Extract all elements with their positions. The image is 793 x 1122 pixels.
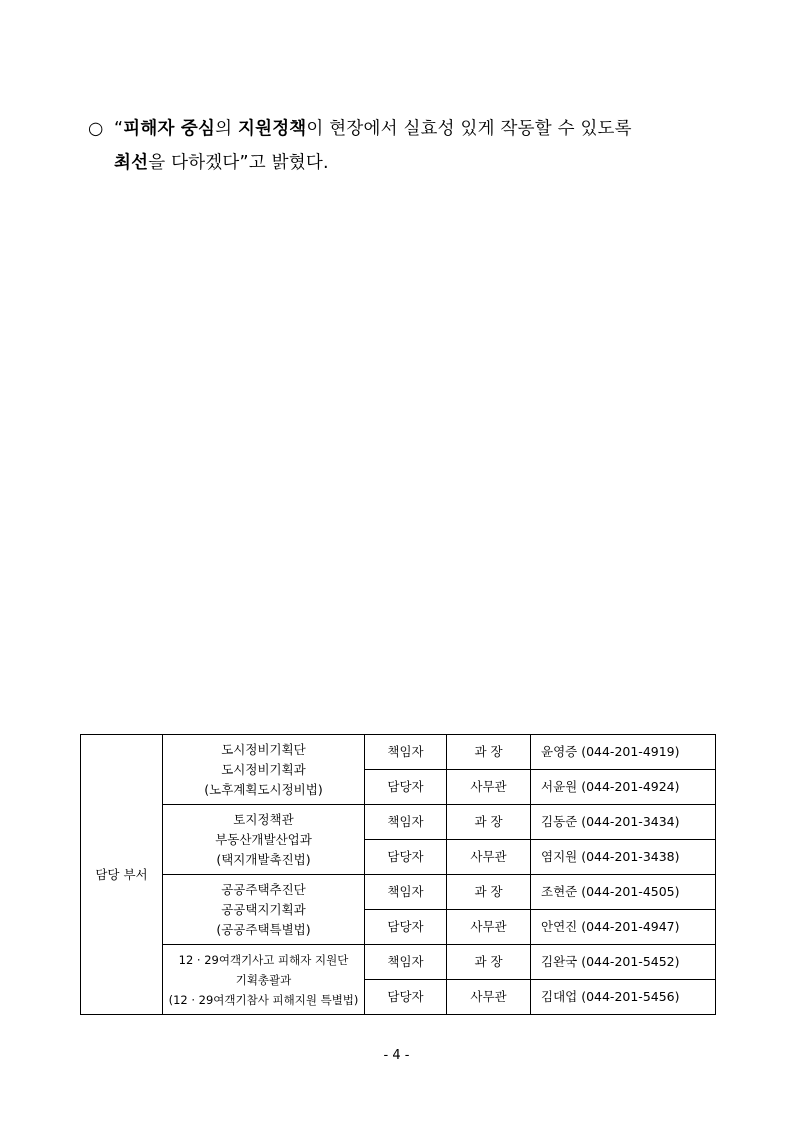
paragraph-line-2: [88, 146, 718, 180]
dept-header-cell: 담당 부서: [81, 735, 163, 1015]
page-number: - 4 -: [383, 1048, 410, 1063]
dept-line: (택지개발촉진법): [216, 851, 311, 867]
dept-line: 기획총괄과: [235, 972, 292, 987]
rank-cell: 과 장: [447, 735, 531, 770]
table-row: [81, 875, 716, 910]
rank-cell: 사무관: [447, 840, 531, 875]
open-quote: “: [114, 119, 124, 139]
role-cell: 담당자: [365, 980, 447, 1015]
dept-cell: [163, 735, 365, 805]
rank-cell: 과 장: [447, 875, 531, 910]
dept-line: 부동산개발산업과: [215, 831, 312, 847]
rank-cell: 사무관: [447, 980, 531, 1015]
dept-line: (공공주택특별법): [216, 921, 311, 937]
text-segment: 을 다하겠다”고 밝혔다.: [148, 153, 329, 173]
dept-line: 12 · 29여객기사고 피해자 지원단: [178, 952, 349, 967]
bold-phrase-support-policy: 지원정책: [237, 119, 307, 139]
rank-cell: 과 장: [447, 805, 531, 840]
dept-cell: [163, 805, 365, 875]
rank-cell: 사무관: [447, 770, 531, 805]
role-cell: 책임자: [365, 945, 447, 980]
contact-cell: 염지원 (044-201-3438): [531, 840, 716, 875]
role-cell: 책임자: [365, 875, 447, 910]
role-cell: 담당자: [365, 910, 447, 945]
role-cell: 책임자: [365, 805, 447, 840]
rank-cell: 사무관: [447, 910, 531, 945]
role-cell: 담당자: [365, 840, 447, 875]
bold-phrase-victim-centered: 피해자 중심: [123, 119, 216, 139]
bullet-circle: ○: [88, 119, 104, 139]
table-row: [81, 735, 716, 770]
dept-line: (12 · 29여객기참사 피해지원 특별법): [168, 992, 359, 1007]
dept-line: 토지정책관: [233, 811, 294, 827]
contact-cell: 김동준 (044-201-3434): [531, 805, 716, 840]
contact-cell: 윤영증 (044-201-4919): [531, 735, 716, 770]
rank-cell: 과 장: [447, 945, 531, 980]
dept-line: 공공주택추진단: [221, 881, 306, 897]
contact-cell: 김완국 (044-201-5452): [531, 945, 716, 980]
contact-cell: 김대업 (044-201-5456): [531, 980, 716, 1015]
paragraph-line-1: [88, 112, 718, 146]
contact-cell: 조현준 (044-201-4505): [531, 875, 716, 910]
contact-table: [80, 734, 716, 1015]
table-row: [81, 805, 716, 840]
text-segment: 이 현장에서 실효성 있게 작동할 수 있도록: [306, 119, 632, 139]
dept-line: (노후계획도시정비법): [204, 781, 323, 797]
dept-cell: [163, 875, 365, 945]
contact-cell: 서윤원 (044-201-4924): [531, 770, 716, 805]
closing-paragraph: [88, 112, 718, 180]
dept-line: 도시정비기획단: [221, 741, 306, 757]
contact-cell: 안연진 (044-201-4947): [531, 910, 716, 945]
dept-cell: [163, 945, 365, 1015]
role-cell: 담당자: [365, 770, 447, 805]
dept-line: 도시정비기획과: [221, 761, 306, 777]
table-row: [81, 945, 716, 980]
dept-line: 공공택지기획과: [221, 901, 306, 917]
bold-phrase-best: 최선: [114, 153, 149, 173]
role-cell: 책임자: [365, 735, 447, 770]
text-segment: 의: [215, 119, 238, 139]
